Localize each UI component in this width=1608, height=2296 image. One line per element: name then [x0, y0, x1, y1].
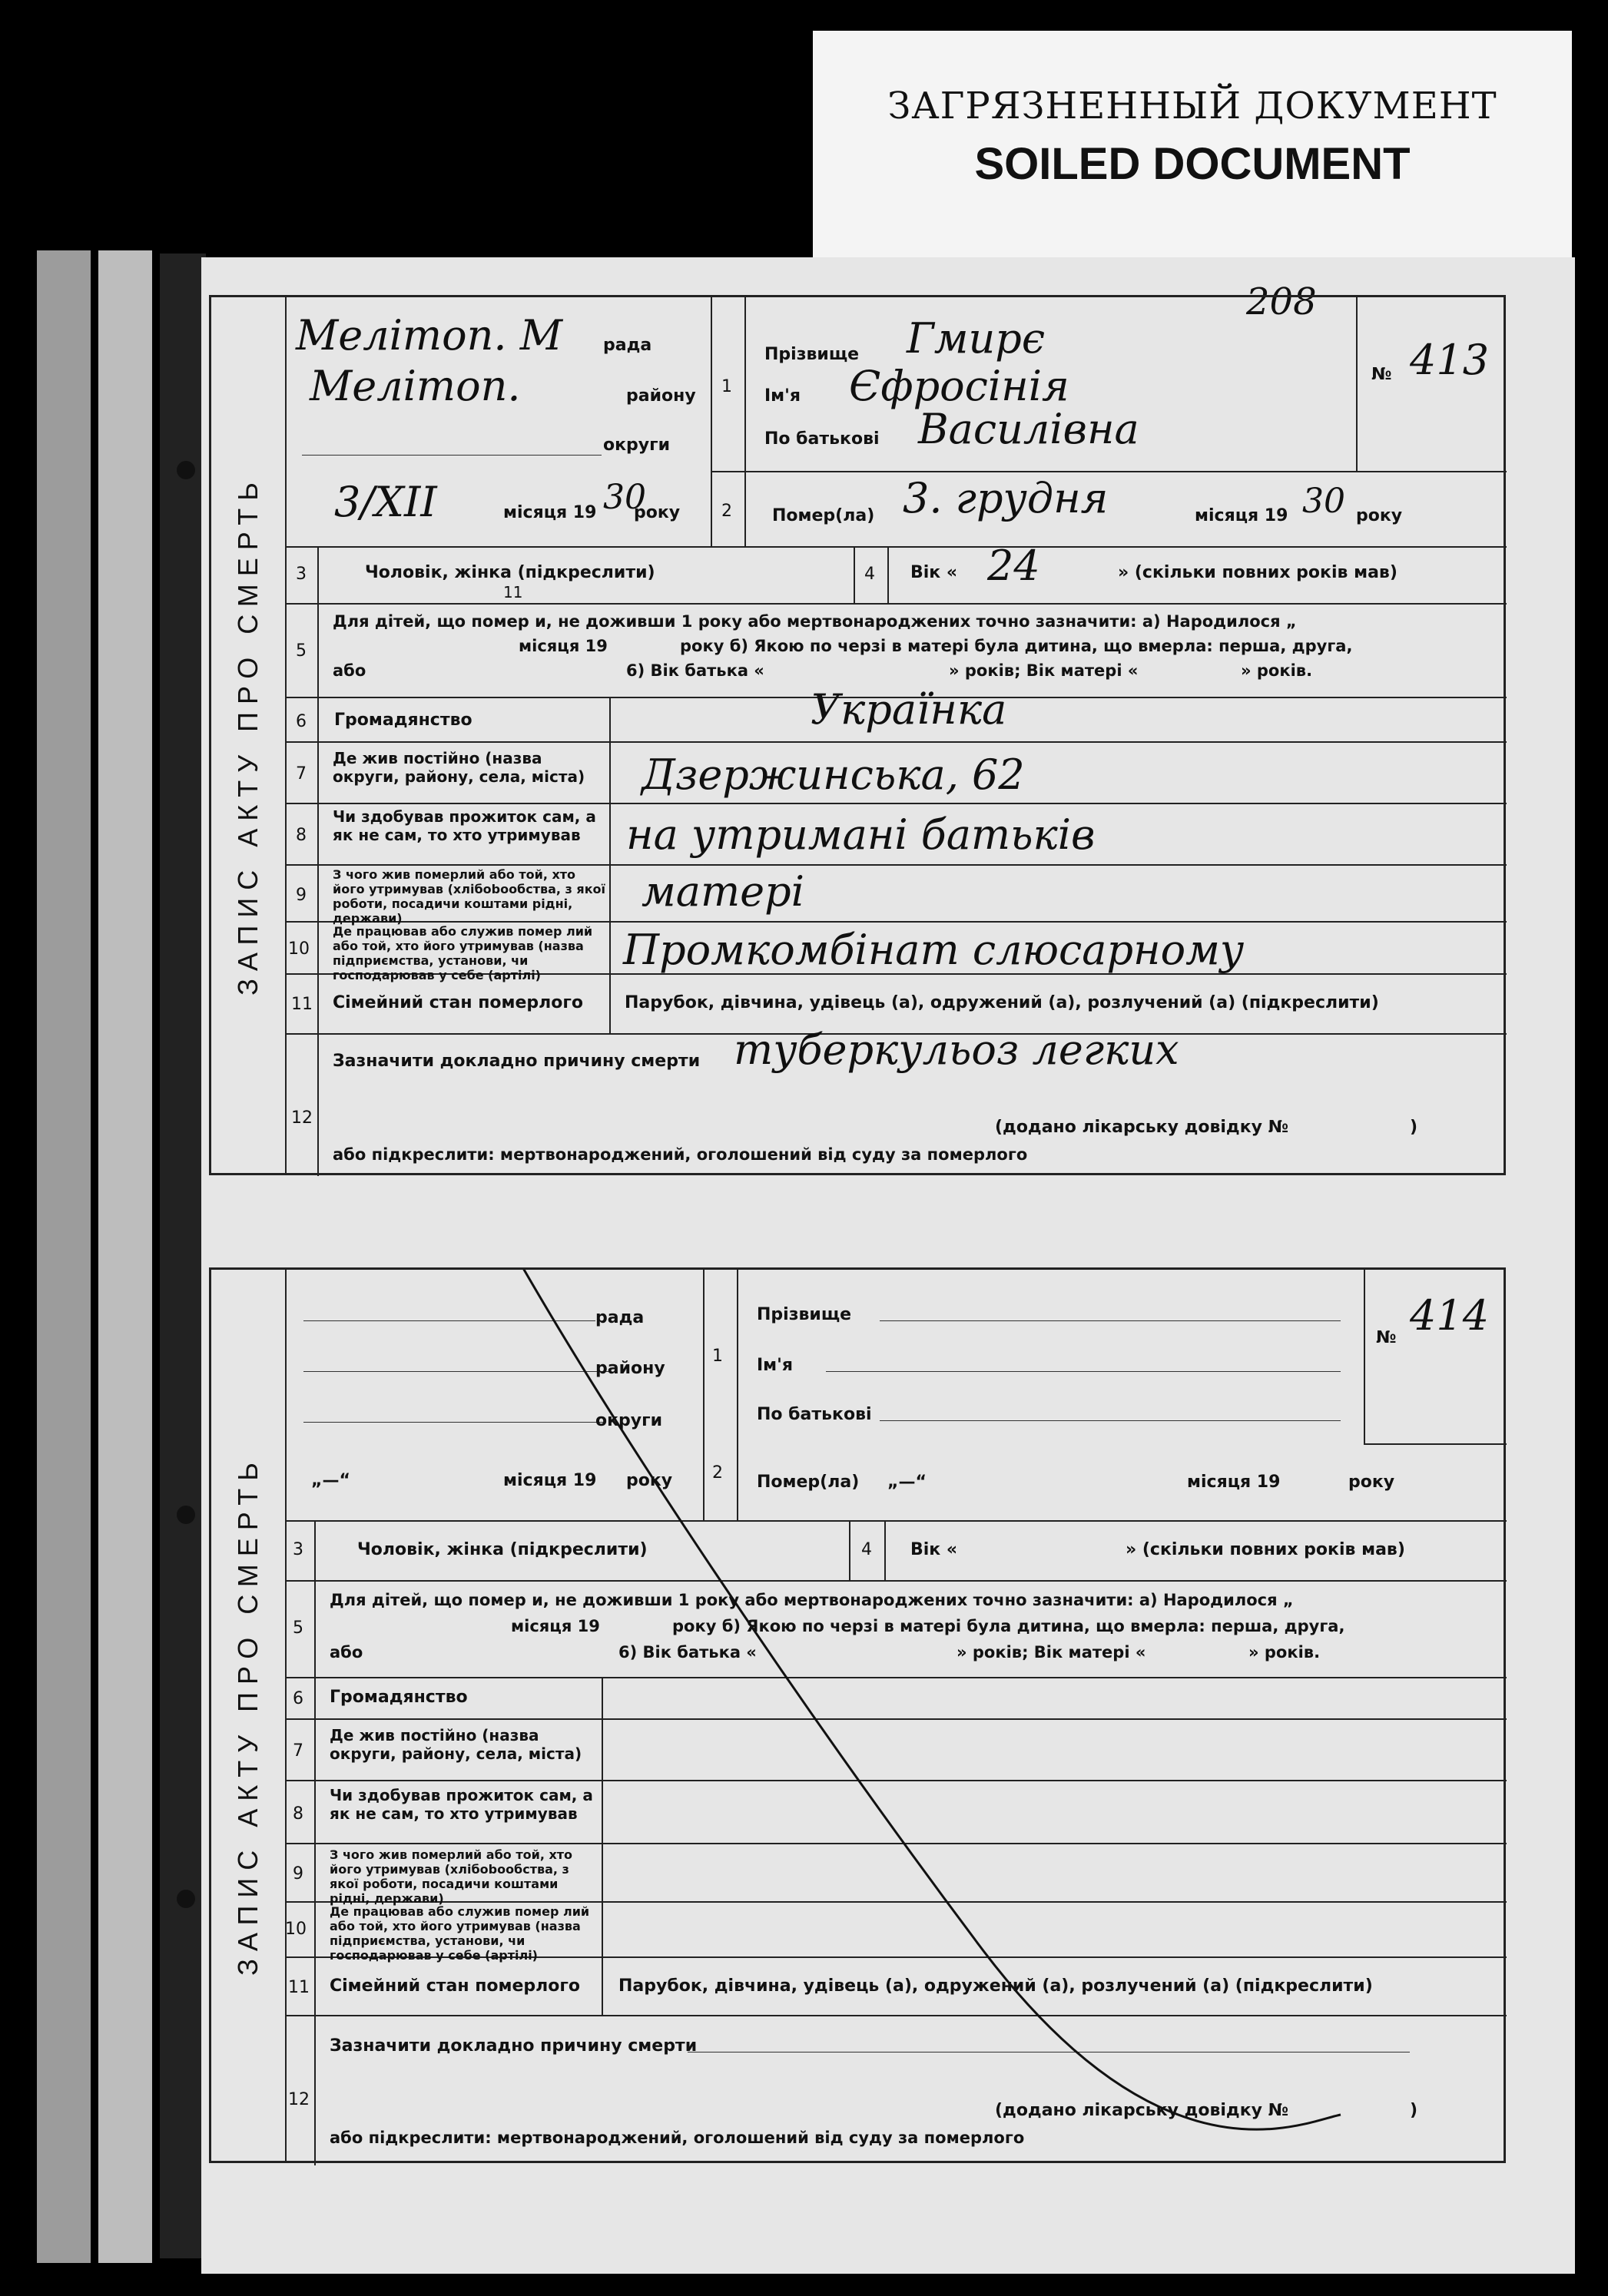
binding-strip: [37, 250, 91, 2263]
binding-edge: [160, 253, 206, 2258]
died-year: 30: [1302, 482, 1345, 521]
livelihood-value: на утримані батьків: [626, 810, 1096, 859]
rada-value: Мелітоп. М: [296, 311, 563, 359]
death-record-414: ЗАПИС АКТУ ПРО СМЕРТЬ рада району округи „—“ місяця 19 року 1 2 Прізвище Ім'я По батькові № 414 Помер(ла) „—“ місяця 19 року 3 Чоловік, жінка (підкреслити) 4 Вік « » (скільки повних років мав) 5 Для дітей, що помер и, не доживши 1 року або мертвонароджених точно зазначити: а) Народилося „ місяця 19 року б) Якою по черзі в матері була дитина, що вмерла: перша, друга, або 6) Вік батька « » років; Вік матері « » років. 6 Громадянство 7 Де жив постійно (назва округи, району, села, міста) 8 Чи здобував прожиток сам, а як не сам, то хто утримував 9 З чого жив померлий або той, хто його утримував (хлібоbooбства, з якої роботи, посадичи коштами рідні, держави) 10 Де працював або служив помер лий або той, хто його утримував (назва підприємства, установи, чи господарював у себе (артілі) 11 Сімейний стан померлого Парубок, дівчина, удівець (а), одружений (а), розлучений (а) (підкреслити) 12 Зазначити докладно причину смерти (додано лікарську довідку № ) або підкреслити: мертвонароджений, оголошений від суду за померлого: [209, 1267, 1506, 2163]
cancel-stroke: [211, 1270, 1508, 2165]
binding-strip: [98, 250, 152, 2263]
residence-value: Дзержинська, 62: [642, 750, 1025, 799]
work-value: Промкомбінат слюсарному: [623, 926, 1245, 974]
source-value: матері: [642, 867, 804, 916]
binding-hole: [177, 1890, 195, 1908]
banner-russian: ЗАГРЯЗНЕННЫЙ ДОКУМЕНТ: [887, 84, 1497, 128]
citizenship-value: Українка: [811, 685, 1007, 734]
reg-date-day: 3/XII: [334, 478, 437, 526]
reg-date-year: 30: [603, 478, 646, 517]
sex-mark: 11: [503, 583, 523, 601]
page-number: 208: [1246, 280, 1317, 323]
name-value: Єфросінія: [849, 362, 1069, 410]
soiled-document-label: [813, 31, 1572, 266]
binding-hole: [177, 461, 195, 479]
patronymic-value: Василівна: [918, 405, 1139, 453]
surname-value: Гмирє: [907, 314, 1046, 363]
death-record-413: ЗАПИС АКТУ ПРО СМЕРТЬ рада району округи місяця 19 року Мелітоп. М Мелітоп. 3/XII 30 1 2 Прізвище Ім'я По батькові Гмирє Єфросінія Василівна № 413 Помер(ла) 3. грудня місяця 19 30 року 3 Чоловік, жінка (підкреслити) 11 4 Вік « 24 » (скільки повних років мав) 5 Для дітей, що помер и, не доживши 1 року або мертвонароджених точно зазначити: а) Народилося „ місяця 19 року б) Якою по черзі в матері була дитина, що вмерла: перша, друга, або 6) Вік батька « » років; Вік матері « » років. 6 Громадянство Українка 7 Де жив постійно (назва округи, району, села, міста) Дзержинська, 62 8 Чи здобував прожиток сам, а як не сам, то хто утримував на утримані батьків 9 З чого жив померлий або той, хто його утримував (хлібоbooбства, з якої роботи, посадичи коштами рідні, держави) матері 10 Де працював або служив помер лий або той, хто його утримував (назва підприємства, установи, чи господарював у себе (артілі) Промкомбінат слюсарному 11 Сімейний стан померлого Парубок, дівчина, удівець (а), одружений (а), розлучений (а) (підкреслити) 12 Зазначити докладно причину смерти туберкульоз легких (додано лікарську довідку № ) або підкреслити: мертвонароджений, оголошений від суду за померлого: [209, 295, 1506, 1175]
banner-english: SOILED DOCUMENT: [974, 139, 1411, 189]
record-number: 413: [1410, 336, 1490, 384]
record-number: 414: [1410, 1291, 1490, 1340]
form-title-vertical: ЗАПИС АКТУ ПРО СМЕРТЬ: [211, 297, 287, 1173]
died-date: 3. грудня: [903, 474, 1109, 522]
form-title-vertical: ЗАПИС АКТУ ПРО СМЕРТЬ: [211, 1270, 287, 2161]
age-value: 24: [987, 542, 1040, 590]
binding-hole: [177, 1506, 195, 1524]
raion-value: Мелітоп.: [310, 362, 521, 410]
cause-value: туберкульоз легких: [734, 1025, 1179, 1074]
